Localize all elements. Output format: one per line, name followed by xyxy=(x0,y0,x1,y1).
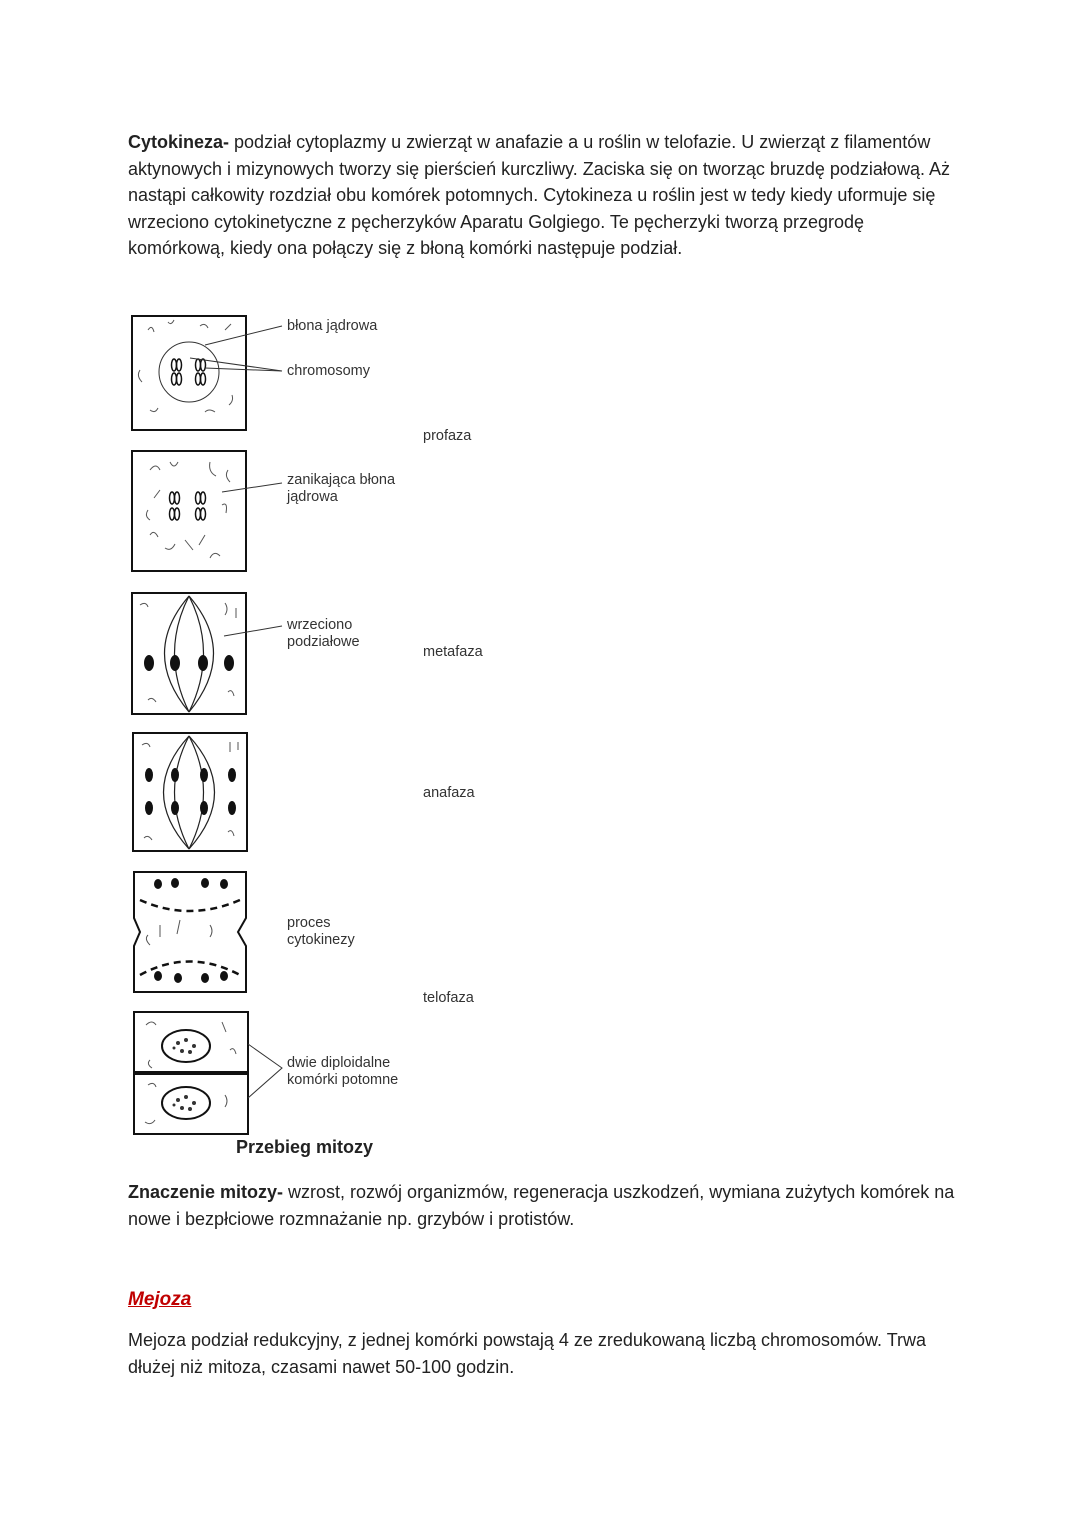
phase-anaphase: anafaza xyxy=(423,785,475,801)
chromosome-clusters xyxy=(154,878,228,983)
meiosis-paragraph: Mejoza podział redukcyjny, z jednej komórki powstają 4 ze zredukowaną liczbą chromosomów. Trwa dłużej niż mitoza, czasami nawet 50-100 godzin. xyxy=(128,1330,927,1377)
chromosomes-separating xyxy=(145,768,236,815)
nuclear-envelope-top xyxy=(140,900,240,911)
daughter-nucleus-2 xyxy=(162,1087,210,1119)
label-cytokinesis-process: proces cytokinezy xyxy=(287,915,355,948)
significance-text: wzrost, rozwój organizmów, regeneracja uszkodzeń, wymiana zużytych komórek na nowe i bezpłciowe rozmnażanie np. grzybów i protistów. xyxy=(128,1182,955,1229)
cell-anaphase xyxy=(133,733,247,851)
cell-daughters xyxy=(134,1012,282,1134)
figure-caption: Przebieg mitozy xyxy=(236,1137,374,1157)
cell-prophase-1 xyxy=(132,316,282,430)
label-spindle: wrzeciono podziałowe xyxy=(287,617,360,650)
chromosome-pair xyxy=(172,359,206,385)
chromosome-group xyxy=(170,492,206,520)
label-nuclear-membrane: błona jądrowa xyxy=(287,318,378,334)
cell-metaphase xyxy=(132,593,282,714)
phase-telophase: telofaza xyxy=(423,990,474,1006)
label-chromosomes: chromosomy xyxy=(287,363,370,379)
cytokinesis-text: podział cytoplazmy u zwierząt w anafazie a u roślin w telofazie. U zwierząt z filamentów aktynowych i mizynowych tworzy się pierścień kurczliwy. Zaciska się on tworząc bruzdę podziałową. Aż nastąpi całkowity rozdział obu komórek potomnych. Cytokineza u roślin jest w tedy kiedy uformuje się wrzeciono cytokinetyczne z pęcherzyków Aparatu Golgiego. Te pęcherzyki tworzą przegrodę komórkową, kiedy ona połączy się z błoną komórki następuje podział. xyxy=(128,132,950,258)
cytokinesis-term: Cytokineza- xyxy=(128,132,230,152)
nucleus-outline xyxy=(159,342,219,402)
daughter-nucleus-1 xyxy=(162,1030,210,1062)
label-vanishing-membrane: zanikająca błona jądrowa xyxy=(287,472,396,505)
meiosis-heading: Mejoza xyxy=(128,1289,192,1310)
cell-prophase-2 xyxy=(132,451,282,571)
significance-term: Znaczenie mitozy- xyxy=(128,1182,284,1202)
chromosomes-equator xyxy=(144,655,234,671)
phase-metaphase: metafaza xyxy=(423,644,483,660)
significance-paragraph xyxy=(128,1179,958,1232)
spindle xyxy=(165,596,214,712)
label-daughter-cells: dwie diploidalne komórki potomne xyxy=(287,1055,399,1088)
phase-prophase: profaza xyxy=(423,428,472,444)
spindle xyxy=(164,736,215,849)
cell-telophase xyxy=(134,872,246,992)
